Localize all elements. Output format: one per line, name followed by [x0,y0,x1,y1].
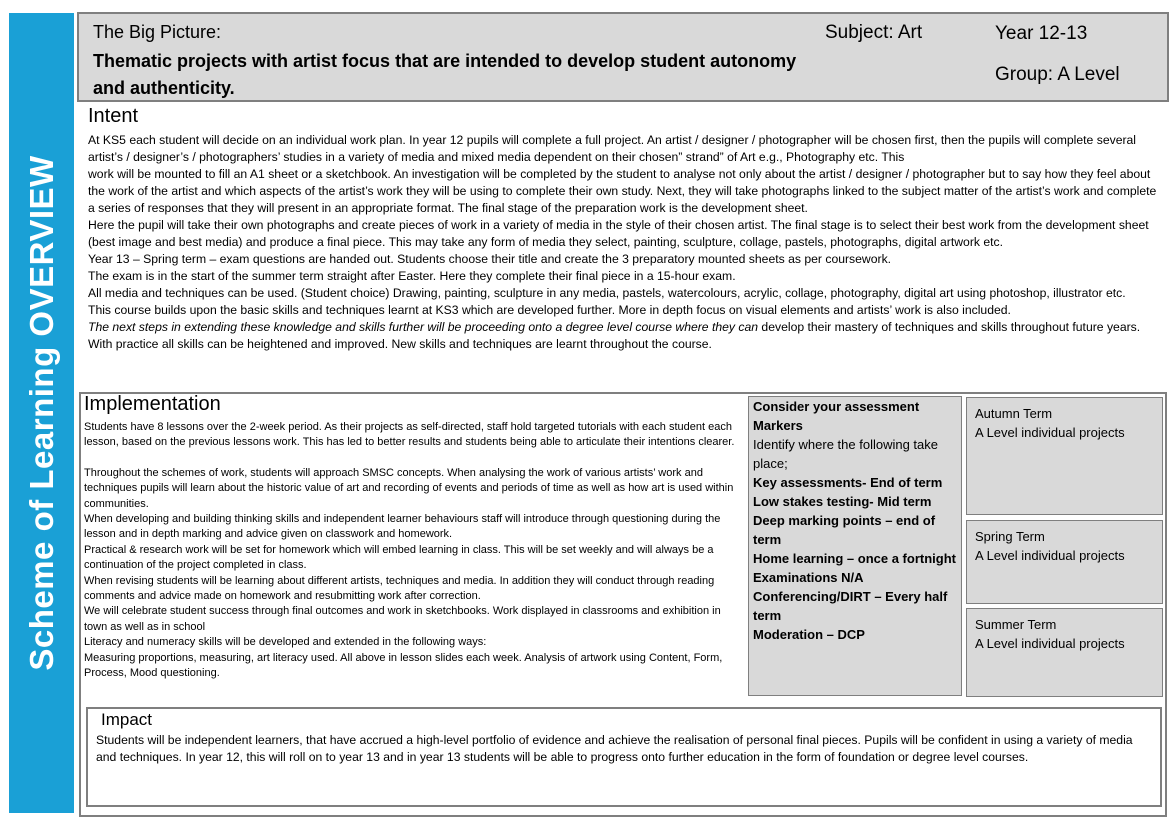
intent-heading: Intent [88,105,139,127]
intent-paragraph: This course builds upon the basic skills and techniques learnt at KS3 which are developed further. More in depth focus on visual elements and artists’ work is also included. [88,303,1011,317]
intent-body [88,132,1166,353]
assessment-item: Examinations N/A [753,570,864,585]
year-label: Year 12-13 [995,23,1088,44]
implementation-paragraph: When developing and building thinking skills and independent learner behaviours staff will introduce through questioning during the lesson and in depth marking and advice given on classwork and homework. [84,513,721,541]
intent-paragraph [88,319,1166,353]
assessment-intro: Identify where the following take place; [753,437,938,471]
term-name: Spring Term [975,529,1045,544]
intent-text: develop their mastery of techniques and skills throughout future years. With practice all skills can be heightened and improved. New skills and techniques are learnt throughout the course. [88,320,1141,351]
intent-paragraph: The exam is in the start of the summer term straight after Easter. Here they complete their final piece in a 15-hour exam. [88,269,736,283]
assessment-item: Home learning – once a fortnight [753,551,956,566]
intent-paragraph: At KS5 each student will decide on an individual work plan. In year 12 pupils will complete a full project. An artist / designer / photographer will be chosen first, then the pupils will complete several artist’s / designer’s / photographers’ studies in a variety of media and mixed media dependent on their chosen” strand” of Art e.g., Photography etc. This [88,133,1137,164]
assessment-markers-box [748,396,962,696]
summer-term-box [966,608,1163,697]
intent-italic-text: The next steps in extending these knowledge and skills further will be proceeding onto a degree level course where they can [88,320,759,334]
impact-body: Students will be independent learners, that have accrued a high-level portfolio of evidence and achieve the realisation of personal final pieces. Pupils will be confident in using a variety of media and techniques. In year 12, this will roll on to year 13 and in year 13 students will be able to progress onto further education in the form of foundation or degree level courses. [96,733,1133,764]
divider [58,15,59,29]
term-content: A Level individual projects [975,425,1125,440]
implementation-paragraph: Throughout the schemes of work, students will approach SMSC concepts. When analysing the work of various artists’ work and techniques pupils will learn about the historic value of art and recording of events and periods of time as well as how art is used within communities. [84,466,734,510]
intent-paragraph: All media and techniques can be used. (Student choice) Drawing, painting, sculpture in any media, pastels, watercolours, acrylic, collage, photography, digital art using photoshop, illustrator etc. [88,286,1126,300]
term-name: Summer Term [975,617,1057,632]
assessment-item: Deep marking points – end of term [753,513,936,547]
spring-term-box [966,520,1163,604]
assessment-item: Conferencing/DIRT – Every half term [753,589,948,623]
autumn-term-box [966,397,1163,515]
implementation-paragraph: Students have 8 lessons over the 2-week period. As their projects as self-directed, staff hold targeted tutorials with each student each lesson, based on the previous lessons work. This has led to better results and students being able to articulate their intentions clearer. [84,421,735,449]
assessment-item: Moderation – DCP [753,627,865,642]
header-banner [77,12,1169,102]
implementation-heading: Implementation [84,393,221,415]
implementation-paragraph: Measuring proportions, measuring, art literacy used. All above in lesson slides each week. Analysis of artwork using Content, Form, Process, Mood questioning. [84,651,723,680]
sidebar-title: Scheme of Learning OVERVIEW [22,155,60,671]
implementation-paragraph: Literacy and numeracy skills will be developed and extended in the following ways: [84,636,487,649]
implementation-paragraph: When revising students will be learning about different artists, techniques and media. In addition they will conduct through reading comments and advice made on homework and resubmitting work after correction. [84,574,715,603]
impact-heading: Impact [101,710,153,729]
term-content: A Level individual projects [975,636,1125,651]
intent-paragraph: Year 13 – Spring term – exam questions are handed out. Students choose their title and create the 3 preparatory mounted sheets as per coursework. [88,252,892,266]
implementation-paragraph: Practical & research work will be set for homework which will embed learning in class. This will be set weekly and will always be a continuation of the project completed in class. [84,543,714,572]
assessment-item: Low stakes testing- Mid term [753,494,932,509]
group-label: Group: A Level [995,64,1120,85]
intent-paragraph: work will be mounted to fill an A1 sheet or a sketchbook. An investigation will be completed by the student to analyse not only about the artist / designer / photographer but to say how they feel about the work of the artist and which aspects of the artist’s work they will be using to complete their own study. Next, they will take photographs linked to the subject matter of the artist’s work and complete a series of responses that they will present in an appropriate format. The final stage of the preparation work is the development sheet. [88,167,1157,215]
big-picture-statement: Thematic projects with artist focus that are intended to develop student autonomy and authenticity. [93,51,797,98]
intent-paragraph: Here the pupil will take their own photographs and create pieces of work in a variety of media in the style of their chosen artist. The final stage is to select their best work from the development sheet (best image and best media) and produce a final piece. This may take any form of media they select, painting, sculpture, collage, pastels, photographs, digital artwork etc. [88,218,1149,249]
assessment-heading: Consider your assessment Markers [753,399,920,433]
sidebar [9,13,74,813]
subject-label: Subject: Art [825,22,923,43]
implementation-body [84,420,744,682]
big-picture-label: The Big Picture: [93,22,222,42]
assessment-item: Key assessments- End of term [753,475,943,490]
term-name: Autumn Term [975,406,1053,421]
term-content: A Level individual projects [975,548,1125,563]
implementation-paragraph: We will celebrate student success through final outcomes and work in sketchbooks. Work displayed in classrooms and exhibition in town as well as in school [84,605,721,633]
